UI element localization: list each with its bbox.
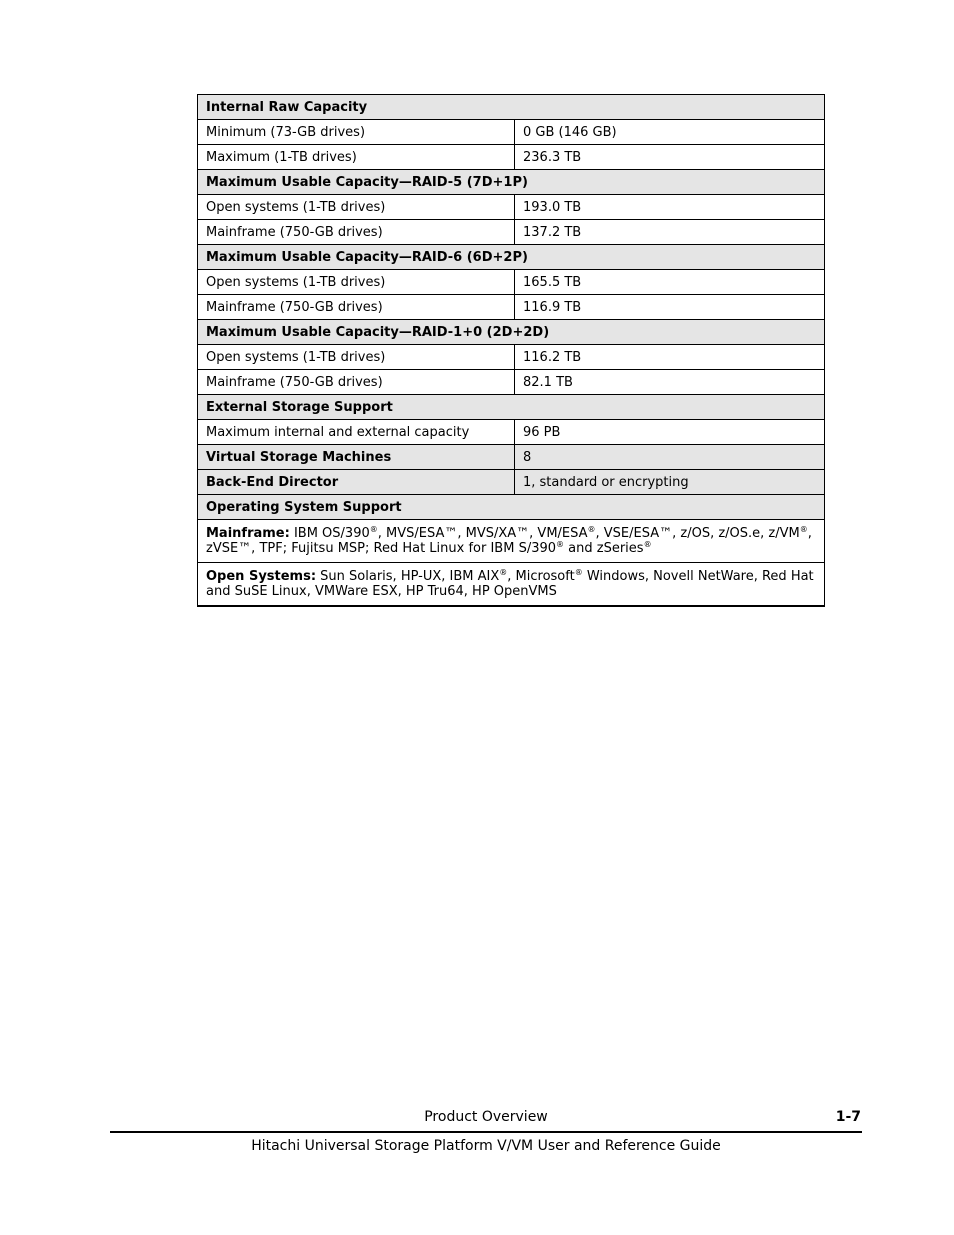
- table-row: [198, 120, 825, 145]
- registered-mark: ®: [499, 568, 508, 577]
- registered-mark: ®: [643, 540, 652, 549]
- specifications-table: [197, 94, 825, 607]
- table-row: [198, 345, 825, 370]
- section-external-storage: [198, 395, 825, 420]
- os-text: , MVS/ESA™, MVS/XA™, VM/ESA: [377, 526, 588, 541]
- section-raid5-capacity: [198, 170, 825, 195]
- open-systems-label: Open Systems:: [206, 569, 317, 584]
- registered-mark: ®: [799, 525, 808, 534]
- table-row: [198, 295, 825, 320]
- row-label: Open systems (1-TB drives): [198, 270, 515, 295]
- os-text: , zVSE™, TPF; Fujitsu MSP; Red Hat Linux for IBM S/390: [206, 526, 812, 556]
- table-row-virtual-storage-machines: [198, 445, 825, 470]
- row-value: 193.0 TB: [515, 195, 825, 220]
- os-text: Windows, Novell NetWare, Red Hat and SuSE Linux, VMWare ESX, HP Tru64, HP OpenVMS: [206, 569, 814, 599]
- open-systems-os-list: [198, 563, 825, 607]
- table-row: [198, 195, 825, 220]
- table-row-mainframe-os: [198, 520, 825, 563]
- os-text: , Microsoft: [507, 569, 575, 584]
- row-label: Mainframe (750-GB drives): [198, 295, 515, 320]
- table-row: [198, 270, 825, 295]
- section-heading: Maximum Usable Capacity—RAID-5 (7D+1P): [198, 170, 825, 195]
- section-heading: Maximum Usable Capacity—RAID-6 (6D+2P): [198, 245, 825, 270]
- row-value: 96 PB: [515, 420, 825, 445]
- os-text: IBM OS/390: [289, 526, 370, 541]
- row-label: Open systems (1-TB drives): [198, 345, 515, 370]
- section-heading: Operating System Support: [198, 495, 825, 520]
- mainframe-os-list: [198, 520, 825, 563]
- row-value: 82.1 TB: [515, 370, 825, 395]
- section-heading: External Storage Support: [198, 395, 825, 420]
- table-row: [198, 420, 825, 445]
- registered-mark: ®: [574, 568, 583, 577]
- footer-divider: [110, 1131, 862, 1133]
- row-label: Virtual Storage Machines: [198, 445, 515, 470]
- section-os-support: [198, 495, 825, 520]
- registered-mark: ®: [369, 525, 378, 534]
- row-value: 116.2 TB: [515, 345, 825, 370]
- row-label: Mainframe (750-GB drives): [198, 220, 515, 245]
- section-raid6-capacity: [198, 245, 825, 270]
- table-row-open-systems-os: [198, 563, 825, 607]
- row-label: Minimum (73-GB drives): [198, 120, 515, 145]
- row-label: Maximum (1-TB drives): [198, 145, 515, 170]
- section-heading: Maximum Usable Capacity—RAID-1+0 (2D+2D): [198, 320, 825, 345]
- table-row: [198, 145, 825, 170]
- table-row-back-end-director: [198, 470, 825, 495]
- row-label: Open systems (1-TB drives): [198, 195, 515, 220]
- mainframe-label: Mainframe:: [206, 526, 290, 541]
- row-value: 0 GB (146 GB): [515, 120, 825, 145]
- os-text: Sun Solaris, HP-UX, IBM AIX: [316, 569, 500, 584]
- row-value: 1, standard or encrypting: [515, 470, 825, 495]
- page-number: 1-7: [835, 1109, 861, 1125]
- row-value: 8: [515, 445, 825, 470]
- os-text: and zSeries: [564, 541, 644, 556]
- row-label: Mainframe (750-GB drives): [198, 370, 515, 395]
- row-label: Maximum internal and external capacity: [198, 420, 515, 445]
- footer-document-title: Hitachi Universal Storage Platform V/VM User and Reference Guide: [251, 1138, 721, 1154]
- registered-mark: ®: [556, 540, 565, 549]
- section-internal-raw-capacity: [198, 95, 825, 120]
- table-row: [198, 220, 825, 245]
- page-footer: [0, 1109, 954, 1127]
- row-value: 236.3 TB: [515, 145, 825, 170]
- row-value: 137.2 TB: [515, 220, 825, 245]
- section-heading: Internal Raw Capacity: [198, 95, 825, 120]
- row-label: Back-End Director: [198, 470, 515, 495]
- os-text: , VSE/ESA™, z/OS, z/OS.e, z/VM: [595, 526, 800, 541]
- table-row: [198, 370, 825, 395]
- row-value: 116.9 TB: [515, 295, 825, 320]
- row-value: 165.5 TB: [515, 270, 825, 295]
- registered-mark: ®: [587, 525, 596, 534]
- section-raid10-capacity: [198, 320, 825, 345]
- footer-section-name: Product Overview: [424, 1109, 548, 1125]
